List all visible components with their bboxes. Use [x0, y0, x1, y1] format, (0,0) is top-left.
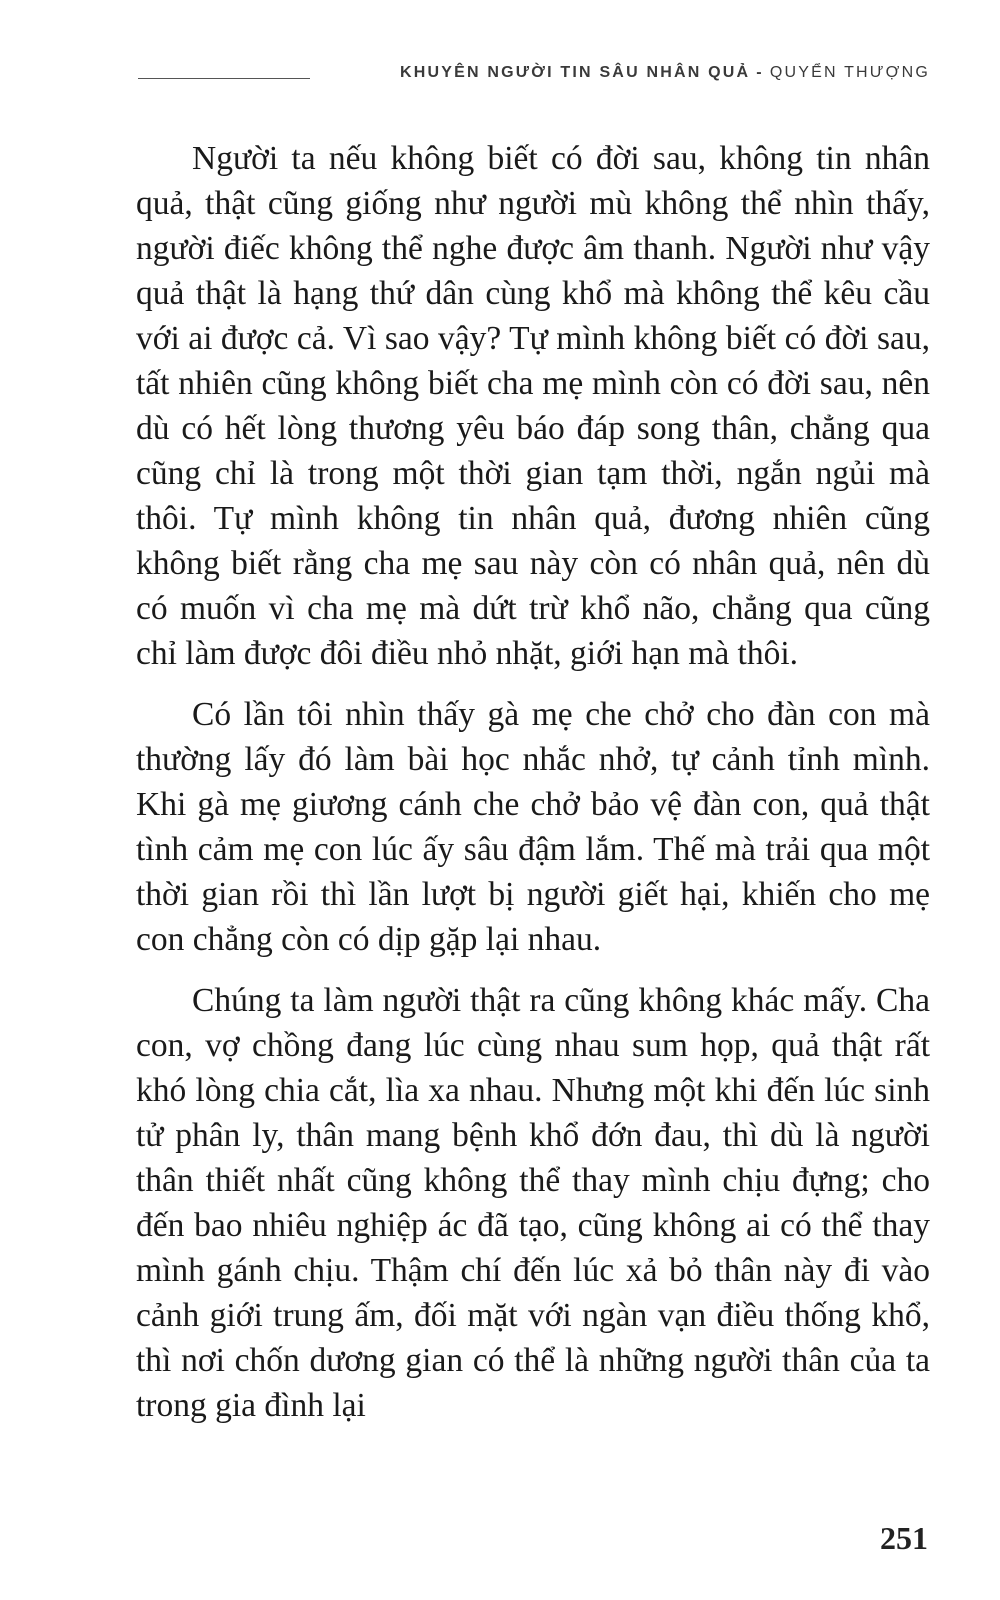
- paragraph-1: Người ta nếu không biết có đời sau, không tin nhân quả, thật cũng giống như người mù không thể nhìn thấy, người điếc không thể nghe được âm thanh. Người như vậy quả thật là hạng thứ dân cùng khổ mà không thể kêu cầu với ai được cả. Vì sao vậy? Tự mình không biết có đời sau, tất nhiên cũng không biết cha mẹ mình còn có đời sau, nên dù có hết lòng thương yêu báo đáp song thân, chẳng qua cũng chỉ là trong một thời gian tạm thời, ngắn ngủi mà thôi. Tự mình không tin nhân quả, đương nhiên cũng không biết rằng cha mẹ sau này còn có nhân quả, nên dù có muốn vì cha mẹ mà dứt trừ khổ não, chẳng qua cũng chỉ làm được đôi điều nhỏ nhặt, giới hạn mà thôi.: [136, 140, 930, 672]
- body-text: [136, 136, 930, 1444]
- header-rule: [138, 78, 310, 79]
- paragraph-3: Chúng ta làm người thật ra cũng không khác mấy. Cha con, vợ chồng đang lúc cùng nhau sum họp, quả thật rất khó lòng chia cắt, lìa xa nhau. Nhưng một khi đến lúc sinh tử phân ly, thân mang bệnh khổ đớn đau, thì dù là người thân thiết nhất cũng không thể thay mình chịu đựng; cho đến bao nhiêu nghiệp ác đã tạo, cũng không ai có thể thay mình gánh chịu. Thậm chí đến lúc xả bỏ thân này đi vào cảnh giới trung ấm, đối mặt với ngàn vạn điều thống khổ, thì nơi chốn dương gian có thể là những người thân của ta trong gia đình lại: [136, 982, 930, 1424]
- volume-subtitle: QUYỂN THƯỢNG: [769, 64, 930, 81]
- page-number: 251: [880, 1520, 928, 1556]
- book-title: KHUYÊN NGƯỜI TIN SÂU NHÂN QUẢ: [400, 64, 751, 81]
- header-separator: -: [756, 64, 764, 81]
- paragraph-2: Có lần tôi nhìn thấy gà mẹ che chở cho đàn con mà thường lấy đó làm bài học nhắc nhở, tự cảnh tỉnh mình. Khi gà mẹ giương cánh che chở bảo vệ đàn con, quả thật tình cảm mẹ con lúc ấy sâu đậm lắm. Thế mà trải qua một thời gian rồi thì lần lượt bị người giết hại, khiến cho mẹ con chẳng còn có dịp gặp lại nhau.: [136, 696, 930, 958]
- running-header: [0, 58, 1000, 88]
- header-text: [400, 64, 930, 82]
